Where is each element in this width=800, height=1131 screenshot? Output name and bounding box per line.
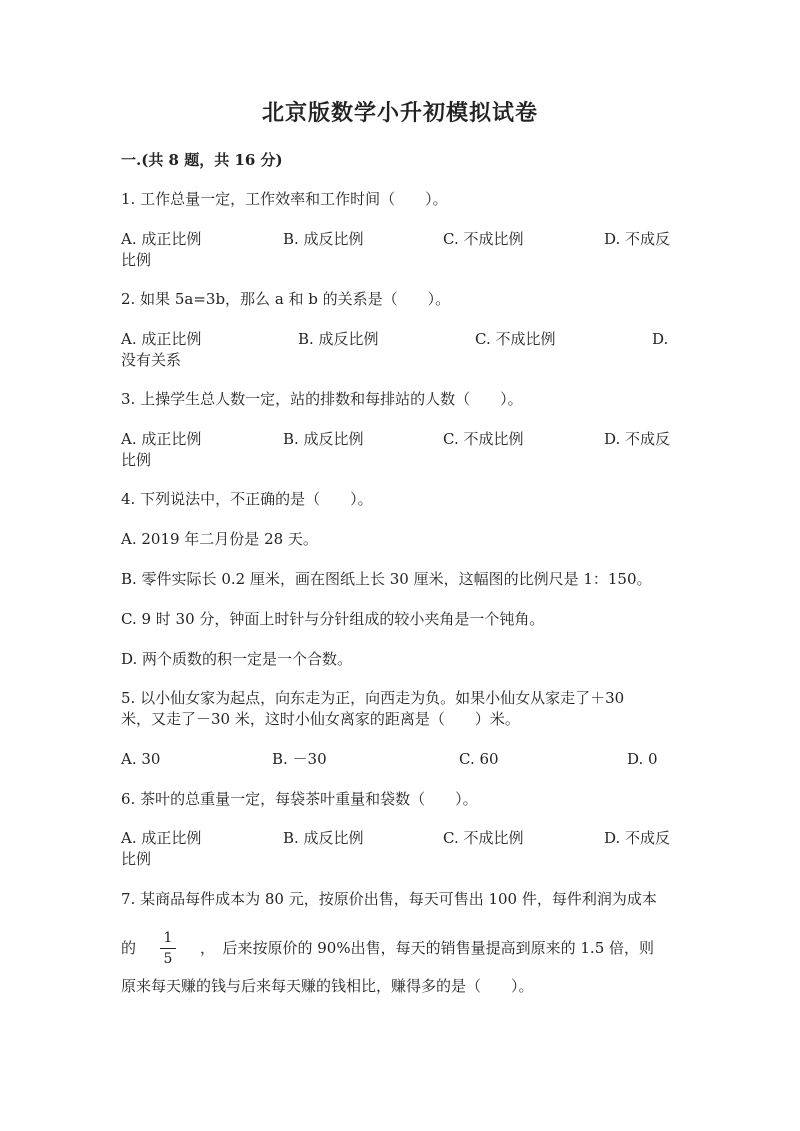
q2-option-d-wrap: 没有关系	[121, 351, 182, 369]
q3-option-c: C. 不成比例	[443, 430, 524, 448]
q1-option-d-wrap: 比例	[121, 251, 152, 269]
question-5-stem-line-2: 米，又走了－30 米，这时小仙女离家的距离是（ ）米。	[121, 710, 520, 728]
q3-option-d: D. 不成反	[604, 430, 671, 448]
q3-option-d-wrap: 比例	[121, 451, 152, 469]
question-4-stem: 4. 下列说法中，不正确的是（ ）。	[121, 490, 373, 508]
q5-option-b: B. －30	[272, 750, 327, 768]
q2-option-a: A. 成正比例	[121, 330, 202, 348]
q6-option-b: B. 成反比例	[283, 829, 364, 847]
fraction-one-fifth	[160, 929, 176, 968]
q6-option-a: A. 成正比例	[121, 829, 202, 847]
q3-option-b: B. 成反比例	[283, 430, 364, 448]
q5-option-a: A. 30	[121, 750, 161, 768]
q6-option-d-wrap: 比例	[121, 850, 152, 868]
fraction-bar	[160, 948, 176, 949]
question-1-stem: 1. 工作总量一定，工作效率和工作时间（ ）。	[121, 190, 448, 208]
q3-option-a: A. 成正比例	[121, 430, 202, 448]
fraction-denominator: 5	[163, 951, 173, 967]
q2-option-d: D.	[652, 330, 669, 348]
q1-option-a: A. 成正比例	[121, 230, 202, 248]
q5-option-c: C. 60	[459, 750, 499, 768]
question-7-line-2-prefix: 的	[121, 939, 137, 957]
page-title: 北京版数学小升初模拟试卷	[261, 100, 538, 126]
question-7-stem-line-3: 原来每天赚的钱与后来每天赚的钱相比，赚得多的是（ ）。	[121, 977, 534, 995]
q4-option-c: C. 9 时 30 分，钟面上时针与分针组成的较小夹角是一个钝角。	[121, 610, 545, 628]
q5-option-d: D. 0	[627, 750, 658, 768]
q2-option-b: B. 成反比例	[298, 330, 379, 348]
q4-option-a: A. 2019 年二月份是 28 天。	[121, 530, 318, 548]
question-6-stem: 6. 茶叶的总重量一定，每袋茶叶重量和袋数（ ）。	[121, 790, 478, 808]
question-7-stem-line-1: 7. 某商品每件成本为 80 元，按原价出售，每天可售出 100 件，每件利润为成本	[121, 890, 657, 908]
q6-option-d: D. 不成反	[604, 829, 671, 847]
q1-option-b: B. 成反比例	[283, 230, 364, 248]
question-2-stem: 2. 如果 5a=3b，那么 a 和 b 的关系是（ ）。	[121, 290, 451, 308]
q4-option-d: D. 两个质数的积一定是一个合数。	[121, 650, 353, 668]
q2-option-c: C. 不成比例	[475, 330, 556, 348]
question-5-stem-line-1: 5. 以小仙女家为起点，向东走为正，向西走为负。如果小仙女从家走了＋30	[121, 689, 625, 707]
question-3-stem: 3. 上操学生总人数一定，站的排数和每排站的人数（ ）。	[121, 390, 523, 408]
q1-option-d: D. 不成反	[604, 230, 671, 248]
fraction-numerator: 1	[163, 930, 173, 946]
q4-option-b: B. 零件实际长 0.2 厘米，画在图纸上长 30 厘米，这幅图的比例尺是 1：150。	[121, 570, 652, 588]
question-7-line-2-suffix: ， 后来按原价的 90%出售，每天的销售量提高到原来的 1.5 倍，则	[200, 939, 655, 957]
q6-option-c: C. 不成比例	[443, 829, 524, 847]
q1-option-c: C. 不成比例	[443, 230, 524, 248]
section-header: 一.(共 8 题，共 16 分)	[121, 151, 283, 169]
